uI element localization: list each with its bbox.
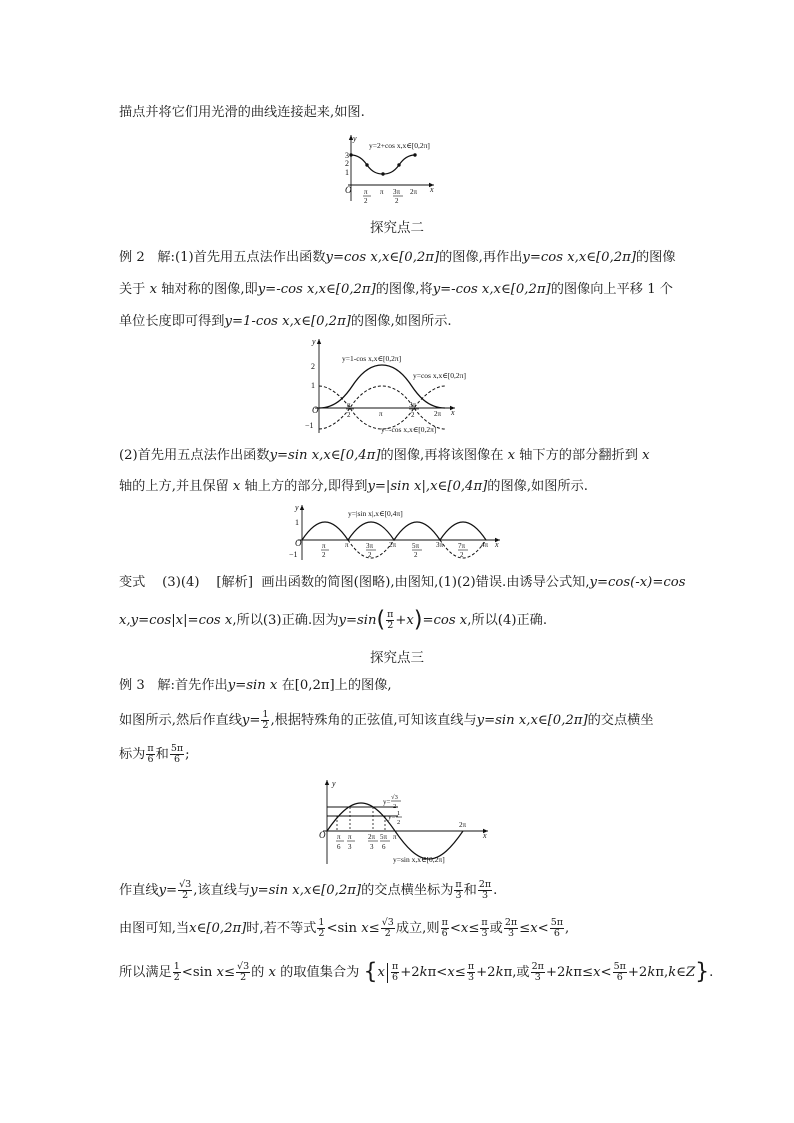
- svg-text:3π: 3π: [409, 401, 417, 409]
- svg-text:3π: 3π: [393, 188, 401, 196]
- svg-text:2: 2: [393, 803, 397, 810]
- svg-text:1: 1: [295, 518, 299, 527]
- svg-text:2: 2: [397, 819, 401, 826]
- svg-text:O: O: [345, 185, 352, 195]
- ex2-line3: 单位长度即可得到y=1-cos x,x∈[0,2π]的图像,如图所示.: [119, 314, 452, 329]
- svg-text:π: π: [364, 188, 368, 196]
- svg-text:3: 3: [348, 843, 352, 851]
- figure-cos-family: [305, 337, 495, 435]
- svg-text:π: π: [322, 542, 326, 550]
- ex3-line2: 如图所示,然后作直线y= $\frac{1}{2}$ ,根据特殊角的正弦值,可知该直线与y=sin x,x∈[0,2π]的交点横坐: [119, 709, 654, 731]
- svg-text:π: π: [380, 188, 384, 196]
- svg-text:2: 2: [364, 197, 368, 205]
- section-2-heading: 探究点二: [370, 220, 424, 236]
- ex3-line6: 所以满足 $\frac{1}{2}$ <sin x≤ $\frac{√3}{2}$ 的 x 的取值集合为 {x $\frac{\pi}{6}$ +2kπ<x≤ $\frac{\pi}{3}$ +2kπ,或 $\frac{2\pi}{3}$ +2kπ≤x< $\frac{5\pi}{6}$ +2kπ,k∈Z}.: [119, 959, 714, 985]
- svg-text:O: O: [319, 830, 326, 840]
- ex2-part2-line1: (2)首先用五点法作出函数y=sin x,x∈[0,4π]的图像,再将该图像在 x 轴下方的部分翻折到 x: [119, 448, 650, 463]
- svg-text:2π: 2π: [434, 410, 442, 418]
- svg-text:−1: −1: [305, 421, 314, 430]
- svg-text:2: 2: [414, 551, 418, 559]
- svg-text:π: π: [348, 833, 352, 841]
- svg-text:2: 2: [347, 411, 351, 419]
- svg-text:2: 2: [411, 411, 415, 419]
- svg-text:6: 6: [382, 843, 386, 851]
- svg-text:y=: y=: [383, 798, 391, 806]
- variant-line2: x,y=cos|x|=cos x,所以(3)正确.因为y=sin( $\frac{\pi}{2}$ +x)=cos x,所以(4)正确.: [119, 607, 548, 633]
- svg-text:3π: 3π: [436, 541, 444, 549]
- ex3-line1: 例 3 解:首先作出y=sin x 在[0,2π]上的图像,: [119, 678, 392, 693]
- svg-text:2π: 2π: [368, 833, 376, 841]
- chart3-label: y=|sin x|,x∈[0,4π]: [348, 509, 403, 518]
- svg-text:3: 3: [345, 151, 349, 160]
- svg-text:6: 6: [337, 843, 341, 851]
- svg-text:2π: 2π: [410, 188, 418, 196]
- svg-text:1: 1: [345, 168, 349, 177]
- svg-text:π: π: [345, 541, 349, 549]
- svg-text:2: 2: [368, 551, 372, 559]
- ex2-line2: 关于 x 轴对称的图像,即y=-cos x,x∈[0,2π]的图像,将y=-cos x,x∈[0,2π]的图像向上平移 1 个: [119, 282, 673, 297]
- chart2-label-1mcos: y=1-cos x,x∈[0,2π]: [342, 354, 402, 363]
- svg-text:5π: 5π: [380, 833, 388, 841]
- svg-text:1: 1: [397, 810, 401, 817]
- svg-text:π: π: [337, 833, 341, 841]
- variant-line1: 变式 (3)(4) [解析] 画出函数的简图(图略),由图知,(1)(2)错误.由诱导公式知,y=cos(-x)=cos: [119, 575, 686, 590]
- svg-text:√3: √3: [391, 794, 398, 801]
- svg-text:2π: 2π: [459, 821, 467, 829]
- svg-text:2π: 2π: [389, 541, 397, 549]
- svg-text:π: π: [379, 410, 383, 418]
- svg-text:x: x: [483, 831, 487, 840]
- figure-sin-lines: [313, 778, 493, 868]
- svg-text:2: 2: [311, 362, 315, 371]
- figure-2pluscos: [336, 133, 446, 205]
- section-3-heading: 探究点三: [370, 650, 424, 666]
- ex2-part2-line2: 轴的上方,并且保留 x 轴上方的部分,即得到y=|sin x|,x∈[0,4π]的图像,如图所示.: [119, 479, 588, 494]
- ex3-line4: 作直线y= $\frac{√3}{2}$ ,该直线与y=sin x,x∈[0,2π]的交点横坐标为 $\frac{\pi}{3}$ 和 $\frac{2\pi}{3}$ .: [119, 879, 498, 901]
- svg-text:y: y: [312, 337, 316, 346]
- svg-text:π: π: [347, 401, 351, 409]
- svg-text:y: y: [295, 503, 299, 512]
- svg-text:2: 2: [460, 551, 464, 559]
- svg-text:x: x: [430, 185, 434, 194]
- svg-text:x: x: [495, 540, 499, 549]
- svg-text:y: y: [353, 134, 357, 143]
- intro-text: 描点并将它们用光滑的曲线连接起来,如图.: [119, 105, 365, 120]
- svg-text:x: x: [451, 408, 455, 417]
- chart4-label: y=sin x,x∈[0,2π]: [393, 855, 445, 864]
- svg-text:2: 2: [345, 159, 349, 168]
- svg-text:4π: 4π: [481, 541, 489, 549]
- svg-text:y: y: [332, 779, 336, 788]
- svg-text:O: O: [312, 405, 319, 415]
- svg-text:3π: 3π: [366, 542, 374, 550]
- svg-text:−1: −1: [289, 550, 298, 559]
- figure-abs-sin: [288, 503, 504, 563]
- svg-text:3: 3: [370, 843, 374, 851]
- svg-text:2: 2: [322, 551, 326, 559]
- chart1-label: y=2+cos x,x∈[0,2π]: [369, 141, 430, 150]
- svg-text:y=: y=: [388, 813, 396, 821]
- svg-text:7π: 7π: [458, 542, 466, 550]
- chart2-label-cos: y=cos x,x∈[0,2π]: [413, 371, 466, 380]
- svg-text:π: π: [393, 833, 397, 841]
- svg-text:2: 2: [395, 197, 399, 205]
- ex2-line1: 例 2 解:(1)首先用五点法作出函数y=cos x,x∈[0,2π]的图像,再作出y=cos x,x∈[0,2π]的图像: [119, 250, 676, 265]
- svg-text:O: O: [295, 538, 302, 548]
- ex3-line5: 由图可知,当x∈[0,2π]时,若不等式 $\frac{1}{2}$ <sin x≤ $\frac{√3}{2}$ 成立,则 $\frac{\pi}{6}$ <x≤ $\frac{\pi}{3}$ 或 $\frac{2\pi}{3}$ ≤x< $\frac{5\pi}{6}$ ,: [119, 917, 570, 939]
- ex3-line3: 标为 $\frac{\pi}{6}$ 和 $\frac{5\pi}{6}$ ;: [119, 743, 190, 765]
- svg-text:5π: 5π: [412, 542, 420, 550]
- svg-text:1: 1: [311, 381, 315, 390]
- chart2-label-negcos: y=-cos x,x∈[0,2π]: [381, 425, 437, 434]
